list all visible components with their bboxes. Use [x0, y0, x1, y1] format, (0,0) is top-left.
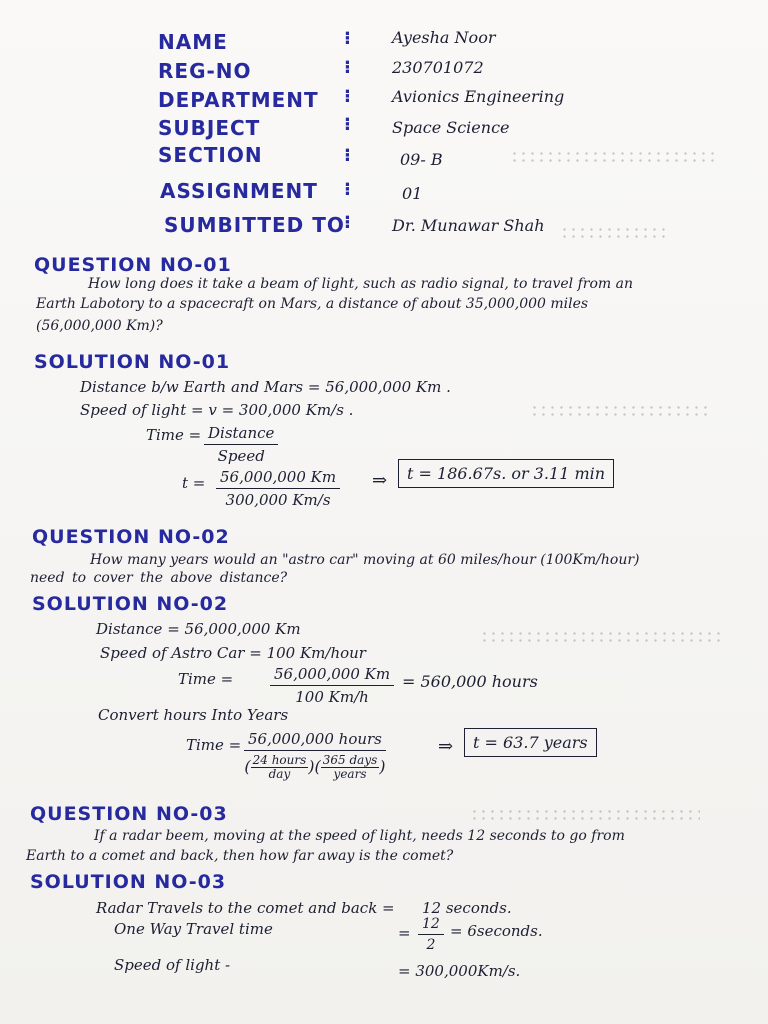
colon: ⁝ — [344, 212, 351, 233]
unit-numerator: 365 days — [322, 753, 378, 767]
bleed-through-marks — [560, 226, 670, 240]
equals-sign: = — [398, 924, 411, 942]
reg-value: 230701072 — [392, 58, 484, 77]
section-value: 09- B — [400, 150, 443, 169]
solution-2-heading: SOLUTION NO-02 — [32, 593, 229, 615]
subject-label: SUBJECT — [158, 116, 261, 140]
fraction-numerator: 12 — [418, 916, 444, 935]
implies-arrow: ⇒ — [372, 470, 388, 491]
unit-numerator: 24 hours — [252, 753, 307, 767]
dept-value: Avionics Engineering — [392, 87, 565, 106]
colon: ⁝ — [344, 145, 351, 166]
time-label: Time = — [186, 736, 242, 754]
name-label: NAME — [158, 30, 228, 54]
question-3-line: If a radar beem, moving at the speed of light, needs 12 seconds to go from — [94, 828, 625, 844]
fraction-denominator: 100 Km/h — [295, 688, 369, 706]
solution-1-heading: SOLUTION NO-01 — [34, 351, 231, 373]
years-calc-fraction — [244, 730, 386, 781]
fraction-numerator: 56,000,000 Km — [216, 468, 340, 489]
submitted-value: Dr. Munawar Shah — [392, 216, 545, 235]
question-2-line: How many years would an "astro car" moving at 60 miles/hour (100Km/hour) — [90, 552, 640, 568]
question-2-heading: QUESTION NO-02 — [32, 526, 230, 548]
days-per-year-fraction — [321, 754, 380, 781]
question-1-line: (56,000,000 Km)? — [36, 318, 163, 334]
question-1-heading: QUESTION NO-01 — [34, 254, 232, 276]
time-result: = 560,000 hours — [402, 672, 538, 691]
answer-box-1: t = 186.67s. or 3.11 min — [398, 459, 614, 488]
colon: ⁝ — [344, 114, 351, 135]
solution-3-value: 12 seconds. — [422, 899, 512, 917]
colon: ⁝ — [344, 86, 351, 107]
bleed-through-marks — [510, 150, 720, 164]
solution-3-heading: SOLUTION NO-03 — [30, 871, 227, 893]
time-label: Time = — [178, 670, 234, 688]
time-calc-fraction — [216, 468, 340, 509]
solution-2-line: Distance = 56,000,000 Km — [96, 620, 301, 638]
convert-note: Convert hours Into Years — [98, 706, 289, 724]
subject-value: Space Science — [392, 118, 510, 137]
colon: ⁝ — [344, 57, 351, 78]
bleed-through-marks — [530, 404, 710, 418]
question-1-line: Earth Labotory to a spacecraft on Mars, a distance of about 35,000,000 miles — [36, 296, 589, 312]
fraction-denominator: 300,000 Km/s — [225, 491, 331, 509]
assignment-label: ASSIGNMENT — [160, 179, 318, 203]
fraction-numerator: 56,000,000 hours — [244, 730, 386, 751]
reg-label: REG-NO — [158, 59, 252, 83]
section-label: SECTION — [158, 143, 263, 167]
solution-1-line: Distance b/w Earth and Mars = 56,000,000 Km . — [80, 378, 451, 396]
colon: ⁝ — [344, 179, 351, 200]
question-3-line: Earth to a comet and back, then how far away is the comet? — [26, 848, 454, 864]
time-formula-fraction — [204, 424, 278, 465]
dept-label: DEPARTMENT — [158, 88, 319, 112]
t-label: t = — [182, 474, 206, 492]
submitted-label: SUMBITTED TO — [164, 213, 345, 237]
fraction-denominator: 2 — [426, 937, 436, 953]
bleed-through-marks — [480, 630, 720, 644]
solution-3-value: = 6seconds. — [450, 922, 543, 940]
solution-2-line: Speed of Astro Car = 100 Km/hour — [100, 644, 366, 662]
fraction-numerator: 56,000,000 Km — [270, 665, 394, 686]
solution-3-value: = 300,000Km/s. — [398, 962, 521, 980]
assignment-value: 01 — [402, 184, 423, 203]
question-1-line: How long does it take a beam of light, such as radio signal, to travel from an — [88, 276, 633, 292]
time-label: Time = — [146, 426, 202, 444]
fraction-denominator: ( 24 hours day )( 365 days years ) — [244, 753, 386, 781]
hours-per-day-fraction — [251, 754, 309, 781]
answer-box-2: t = 63.7 years — [464, 728, 597, 757]
implies-arrow: ⇒ — [438, 736, 454, 757]
unit-denominator: day — [268, 767, 291, 781]
question-3-heading: QUESTION NO-03 — [30, 803, 228, 825]
solution-3-line: Radar Travels to the comet and back = — [96, 899, 395, 917]
solution-1-line: Speed of light = v = 300,000 Km/s . — [80, 401, 354, 419]
question-2-line: need to cover the above distance? — [30, 570, 288, 586]
fraction-denominator: Speed — [217, 447, 265, 465]
name-value: Ayesha Noor — [392, 28, 496, 47]
solution-3-line: One Way Travel time — [114, 920, 273, 938]
half-fraction — [418, 916, 444, 953]
fraction-numerator: Distance — [204, 424, 278, 445]
colon: ⁝ — [344, 28, 351, 49]
unit-denominator: years — [333, 767, 367, 781]
solution-3-line: Speed of light - — [114, 956, 231, 974]
time-calc-fraction — [270, 665, 394, 706]
bleed-through-marks — [470, 808, 700, 822]
